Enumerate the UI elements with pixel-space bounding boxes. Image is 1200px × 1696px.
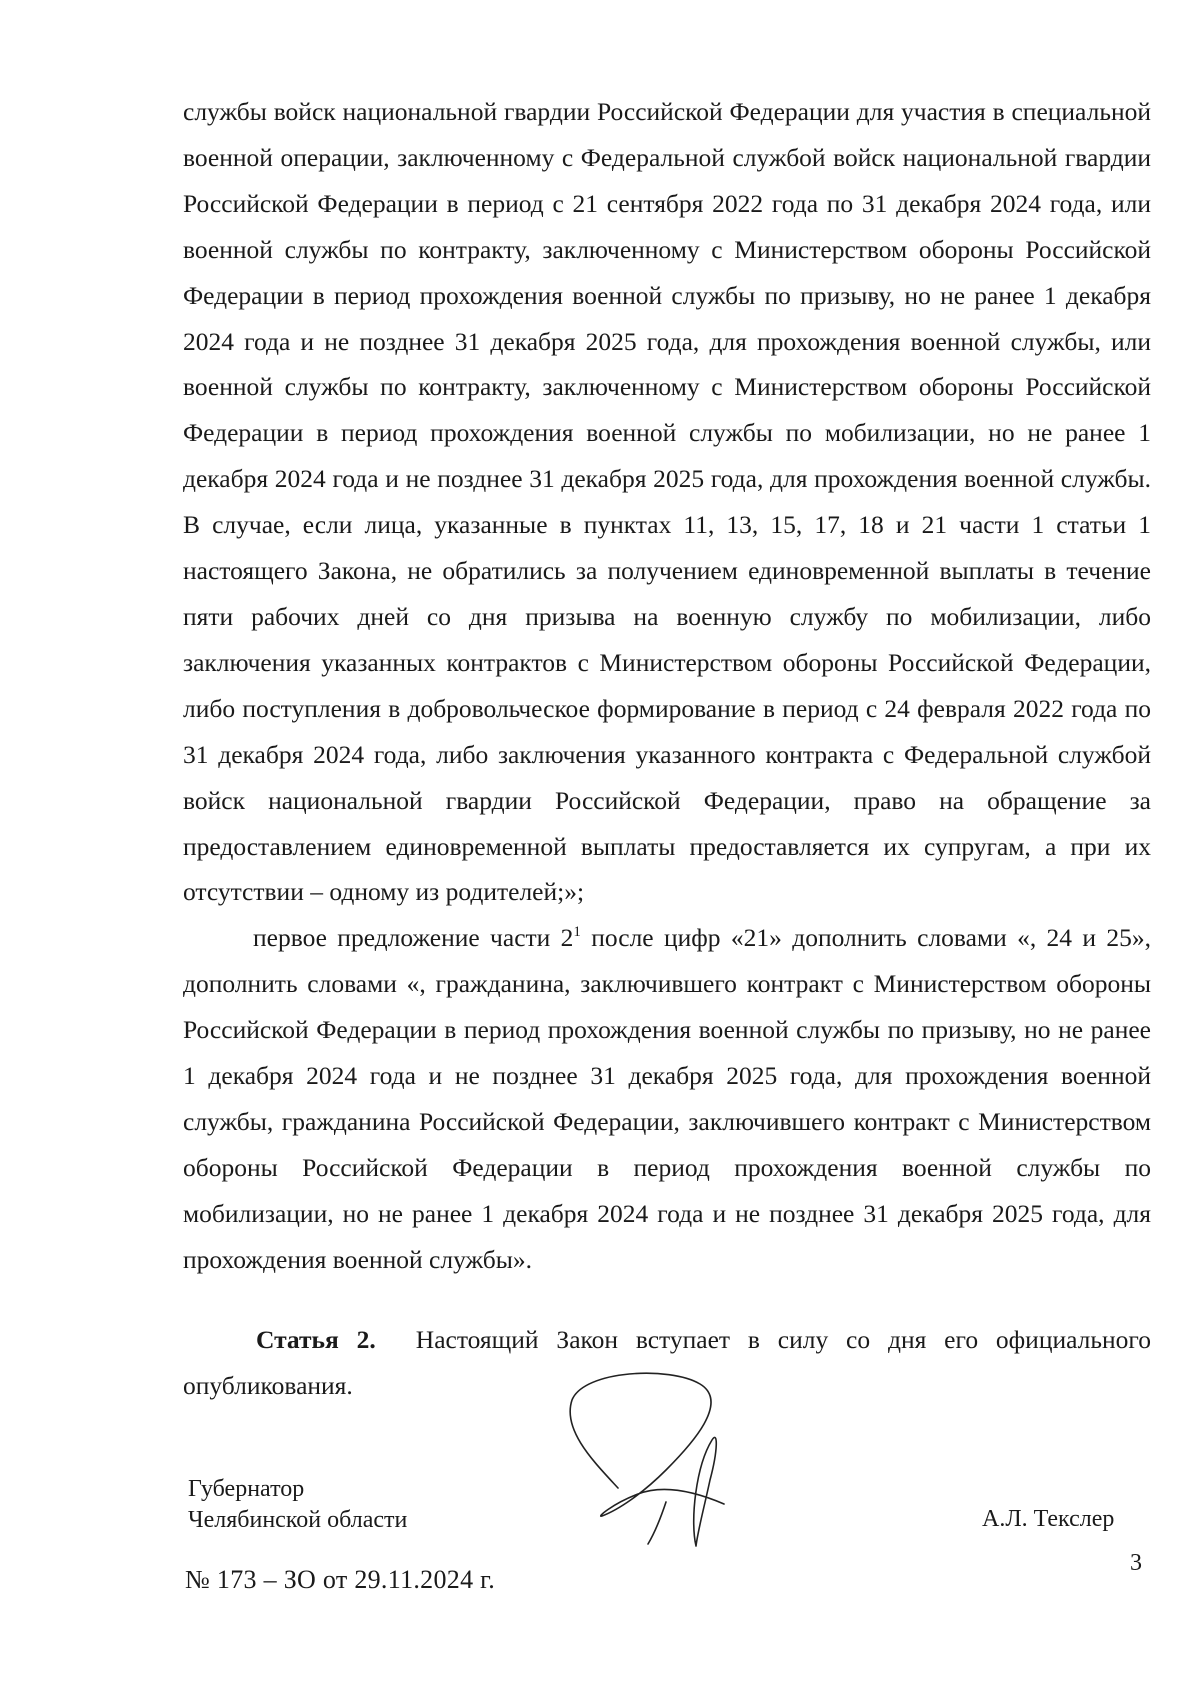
- amendment-text-start: первое предложение части 2: [253, 923, 574, 953]
- governor-title-line2: Челябинской области: [188, 1507, 408, 1533]
- paragraph-continuation: службы войск национальной гвардии Российской Федерации для участия в специальной военной операции, заключенному с Федеральной службой войск национальной гвардии Российской Федерации в период с 21 сентября 2022 года по 31 декабря 2024 года, или военной службы по контракту, заключенному с Министерством обороны Российской Федерации в период прохождения военной службы по призыву, но не ранее 1 декабря 2024 года и не позднее 31 декабря 2025 года, для прохождения военной службы, или военной службы по контракту, заключенному с Министерством обороны Российской Федерации в период прохождения военной службы по мобилизации, но не ранее 1 декабря 2024 года и не позднее 31 декабря 2025 года, для прохождения военной службы. В случае, если лица, указанные в пунктах 11, 13, 15, 17, 18 и 21 части 1 статьи 1 настоящего Закона, не обратились за получением единовременной выплаты в течение пяти рабочих дней со дня призыва на военную службу по мобилизации, либо заключения указанных контрактов с Министерством обороны Российской Федерации, либо поступления в добровольческое формирование в период с 24 февраля 2022 года по 31 декабря 2024 года, либо заключения указанного контракта с Федеральной службой войск национальной гвардии Российской Федерации, право на обращение за предоставлением единовременной выплаты предоставляется их супругам, а при их отсутствии – одному из родителей;»;: [183, 97, 1151, 907]
- article-label: Статья 2.: [256, 1325, 376, 1354]
- amendment-text-rest: после цифр «21» дополнить словами «, 24 и 25», дополнить словами «, гражданина, заключившего контракт с Министерством обороны Российской Федерации в период прохождения военной службы по призыву, но не ранее 1 декабря 2024 года и не позднее 31 декабря 2025 года, для прохождения военной службы, гражданина Российской Федерации, заключившего контракт с Министерством обороны Российской Федерации в период прохождения военной службы по мобилизации, но не ранее 1 декабря 2024 года и не позднее 31 декабря 2025 года, для прохождения военной службы».: [183, 923, 1151, 1274]
- registration-number: № 173 – ЗО от 29.11.2024 г.: [185, 1565, 495, 1594]
- article-text: Настоящий Закон вступает в силу со дня его официального опубликования.: [183, 1325, 1151, 1400]
- governor-name: А.Л. Текслер: [982, 1506, 1115, 1532]
- governor-title: [188, 1474, 407, 1536]
- handwritten-signature: [560, 1370, 780, 1550]
- paragraph-amendment: [183, 915, 1151, 1282]
- page-number: 3: [1130, 1550, 1142, 1576]
- governor-title-line1: Губернатор: [188, 1476, 305, 1502]
- law-body-text: [183, 89, 1151, 1283]
- superscript-index: 1: [573, 924, 581, 941]
